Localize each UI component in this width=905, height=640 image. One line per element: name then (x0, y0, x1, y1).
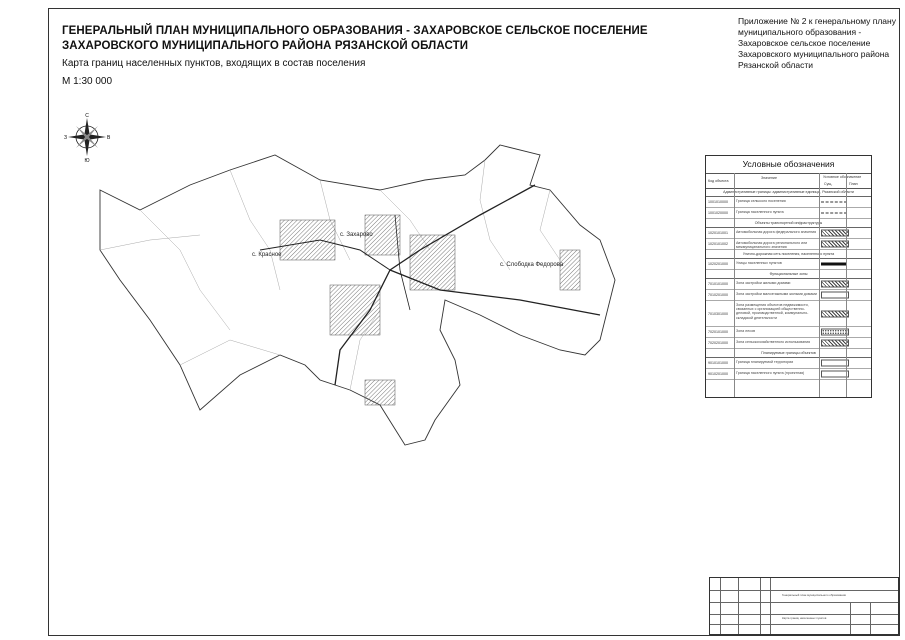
legend-description: Граница населенного пункта (736, 210, 784, 214)
title-stamp (709, 577, 899, 635)
legend-section-header: Функциональные зоны (706, 270, 871, 279)
residential-zone-south (330, 285, 380, 335)
legend-code: 7020201000 (708, 341, 728, 345)
inner-parcel-lines (100, 160, 560, 390)
compass-east: В (107, 135, 111, 141)
legend-symbol-icon (821, 241, 849, 248)
legend-code: 7010101000 (708, 282, 728, 286)
legend-description: Зона лесов (736, 329, 755, 333)
legend-section-header: Планируемые границы объектов (706, 349, 871, 358)
stamp-sheet-title: Карта границ населенных пунктов (782, 616, 827, 620)
legend-section-header: Административные границы: административные единицы, Рязанской области (706, 188, 871, 197)
legend-symbol-icon (821, 202, 847, 203)
legend-section-header: Улично-дорожная сеть поселения, населенного пункта (706, 250, 871, 259)
compass-south: Ю (84, 158, 90, 162)
map-scale: М 1:30 000 (62, 76, 113, 87)
legend-code: 1020201000 (708, 262, 728, 266)
appendix-line: Рязанской области (738, 60, 814, 70)
legend-description: Граница сельского поселения (736, 199, 786, 203)
legend-code: 9010101000 (708, 361, 728, 365)
legend-description: Граница планируемой территории (736, 360, 794, 364)
legend-code: 9010201000 (708, 372, 728, 376)
appendix-line: Захаровское сельское поселение (738, 38, 871, 48)
legend-description: Автомобильная дорога федерального значения (736, 230, 817, 234)
legend-symbol-icon (821, 360, 849, 367)
legend-code: 1020101001 (708, 231, 728, 235)
legend-code: 7010201000 (708, 293, 728, 297)
legend-description: Улицы населенных пунктов (736, 261, 782, 265)
legend-head-existing: Сущ. (824, 182, 833, 186)
map-label-zaharovo: с. Захарово (340, 232, 373, 238)
legend-symbol-icon (821, 230, 849, 237)
residential-zone-south-2 (365, 380, 395, 405)
map-title-line-1: ГЕНЕРАЛЬНЫЙ ПЛАН МУНИЦИПАЛЬНОГО ОБРАЗОВАНИЯ - ЗАХАРОВСКОЕ СЕЛЬСКОЕ ПОСЕЛЕНИЕ (62, 25, 648, 37)
legend-description: Зона застройки жилыми домами (736, 281, 791, 285)
legend-divider (819, 173, 820, 397)
legend-head-code: Код объекта (708, 179, 729, 183)
map-label-slobodka: с. Слободка Федорова (500, 262, 564, 268)
residential-zone-zaharovo (280, 220, 335, 260)
map-legend (705, 155, 872, 398)
legend-description: Зона размещения объектов недвижимости, связанных с организацией общественно-деловой, производственной, коммунально-складской деятельности (736, 303, 809, 320)
legend-description: Зона застройки малоэтажными жилыми домами (736, 292, 817, 296)
legend-symbol-icon (821, 292, 849, 299)
legend-code: 1001020000 (708, 211, 728, 215)
legend-title: Условные обозначения (742, 159, 835, 169)
map-subtitle: Карта границ населенных пунктов, входящих в состав поселения (62, 58, 366, 69)
legend-symbol-icon (821, 310, 849, 317)
legend-head-name: Значение (761, 176, 777, 180)
compass-north: С (85, 113, 89, 119)
appendix-line: Приложение № 2 к генеральному плану (738, 16, 896, 26)
stamp-project-title: Генеральный план муниципального образования (782, 593, 846, 597)
legend-section-header: Объекты транспортной инфраструктуры (706, 219, 871, 228)
map-label-krasnoe: с. Красное (252, 252, 282, 258)
compass-west: З (64, 135, 68, 141)
legend-symbol-icon (821, 329, 849, 336)
legend-symbol-icon (821, 340, 849, 347)
settlement-boundaries-map (80, 140, 640, 480)
legend-divider (846, 173, 847, 397)
legend-description: Автомобильная дорога регионального или межмуниципального значения (736, 241, 808, 250)
legend-symbol-icon (821, 281, 849, 288)
legend-code: 1020101002 (708, 242, 728, 246)
appendix-line: Захаровского муниципального района (738, 49, 890, 59)
appendix-line: муниципального образования - (738, 27, 862, 37)
legend-head-symbol: Условное обозначение (823, 175, 862, 179)
legend-divider (734, 173, 735, 397)
legend-code: 7020101000 (708, 330, 728, 334)
residential-zone-slobodka (560, 250, 580, 290)
legend-head-planned: План (849, 182, 858, 186)
legend-symbol-icon (821, 213, 847, 214)
legend-symbol-icon (821, 371, 849, 378)
map-title-line-2: ЗАХАРОВСКОГО МУНИЦИПАЛЬНОГО РАЙОНА РЯЗАНСКОЙ ОБЛАСТИ (62, 40, 469, 52)
legend-symbol-icon (821, 263, 847, 266)
appendix-note (738, 16, 898, 71)
legend-description: Зона сельскохозяйственного использования (736, 340, 811, 344)
legend-code: 7010301000 (708, 311, 728, 316)
legend-code: 1001010000 (708, 200, 728, 204)
legend-description: Граница населенного пункта (проектная) (736, 371, 805, 375)
title-block (62, 24, 648, 87)
